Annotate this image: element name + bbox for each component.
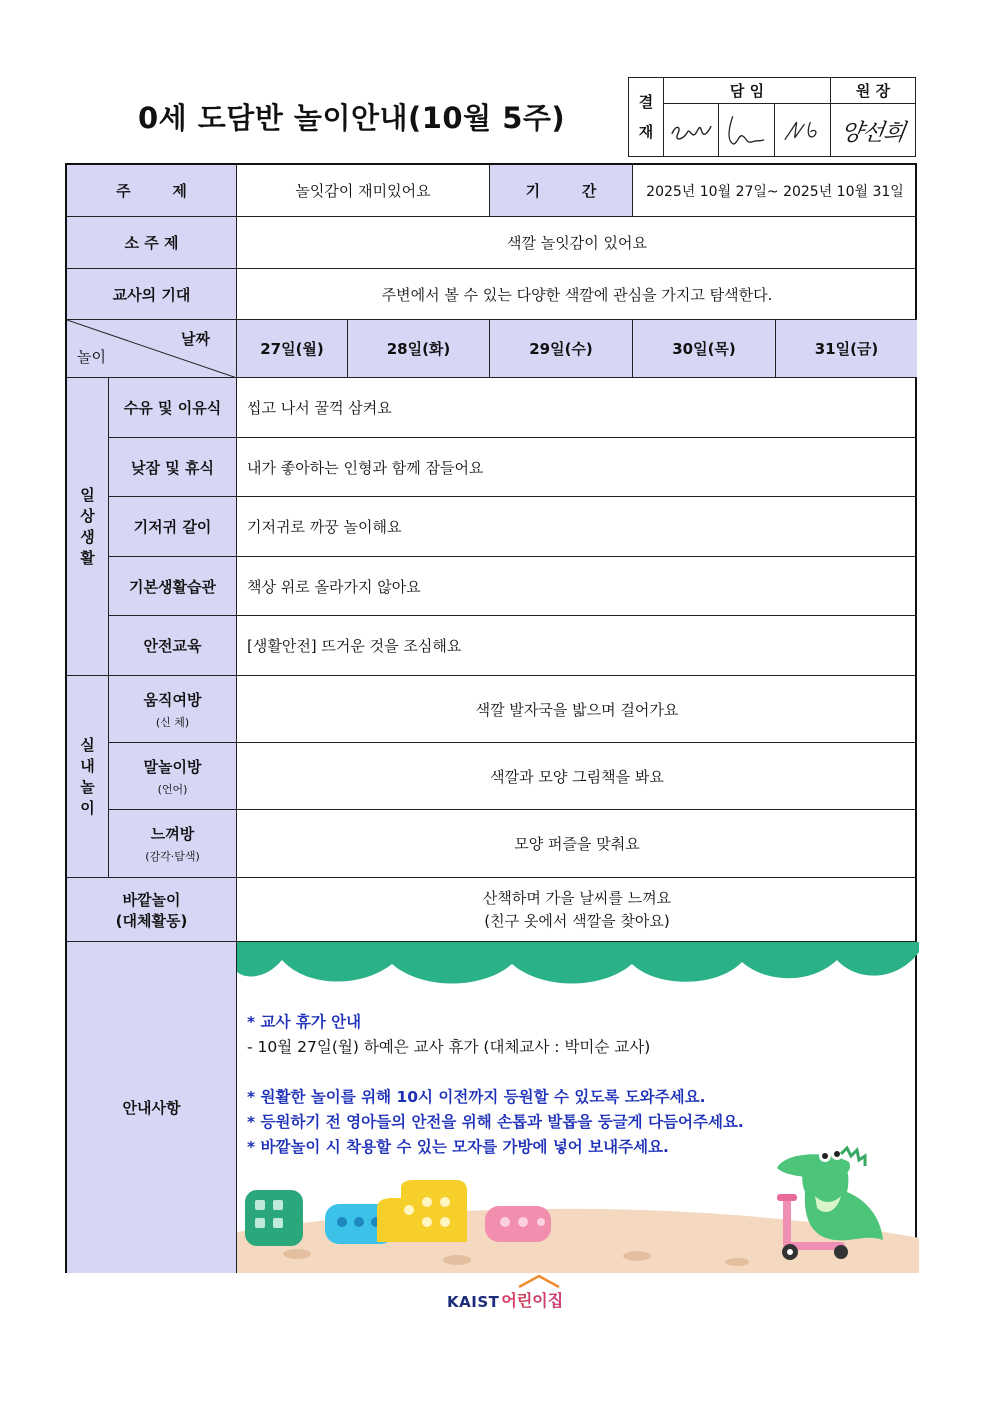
- notice-panel: [237, 942, 919, 1273]
- logo-roof-icon: [517, 1274, 561, 1288]
- signature-teacher-3: [775, 104, 831, 156]
- indoor-play-group: [67, 676, 109, 878]
- indoor-group-char: 놀: [80, 777, 95, 796]
- notice-label: 안내사항: [67, 942, 237, 1273]
- signature-director: [831, 104, 915, 156]
- daily-value-feeding: 씹고 나서 꿀꺽 삼켜요: [237, 378, 917, 438]
- indoor-group-char: 내: [80, 756, 95, 775]
- notice-line-vacation-detail: - 10월 27일(월) 하예은 교사 휴가 (대체교사 : 박미순 교사): [247, 1038, 651, 1056]
- outdoor-label-line2: (대체활동): [115, 911, 188, 930]
- indoor-room-sub: (언어): [157, 782, 188, 796]
- corner-play-label: 놀이: [77, 348, 106, 366]
- indoor-label-sensory: [109, 810, 237, 878]
- kaist-kids-logo: [447, 1288, 563, 1311]
- indoor-label-language: [109, 743, 237, 810]
- yellow-block-icon: [377, 1180, 467, 1242]
- subtheme-label: 소 주 제: [67, 217, 237, 269]
- outdoor-label: [67, 878, 237, 942]
- daily-group-char: 활: [80, 548, 95, 567]
- corner-cell: [67, 320, 237, 378]
- indoor-room-sub: (신 체): [155, 715, 190, 729]
- notice-line-nails: * 등원하기 전 영아들의 안전을 위해 손톱과 발톱을 둥글게 다듬어주세요.: [247, 1113, 744, 1131]
- daily-label-habits: 기본생활습관: [109, 557, 237, 616]
- logo-kids-text: 어린이집: [501, 1288, 563, 1311]
- director-signature-text: 양선희: [838, 119, 907, 146]
- daily-label-diaper: 기저귀 갈이: [109, 497, 237, 557]
- theme-label: 주 제: [67, 165, 237, 217]
- page-title: 0세 도담반 놀이안내(10월 5주): [138, 101, 566, 135]
- indoor-group-char: 이: [80, 798, 95, 817]
- daily-value-diaper: 기저귀로 까꿍 놀이해요: [237, 497, 917, 557]
- approval-jae: 재: [638, 123, 654, 141]
- outdoor-label-line1: 바깥놀이: [122, 890, 181, 909]
- daily-label-feeding: 수유 및 이유식: [109, 378, 237, 438]
- daily-group-char: 일: [80, 485, 95, 504]
- expectation-value: 주변에서 볼 수 있는 다양한 색깔에 관심을 가지고 탐색한다.: [237, 269, 917, 320]
- daily-label-nap: 낮잠 및 휴식: [109, 438, 237, 497]
- outdoor-value: [237, 878, 917, 942]
- daily-value-nap: 내가 좋아하는 인형과 함께 잠들어요: [237, 438, 917, 497]
- signature-teacher-2: [719, 104, 775, 156]
- approval-gyeol: 결: [638, 93, 654, 111]
- corner-date-label: 날짜: [181, 330, 210, 348]
- indoor-value-movement: 색깔 발자국을 밟으며 걸어가요: [237, 676, 917, 743]
- day-header-fri: 31일(금): [776, 320, 917, 378]
- outdoor-value-line2: (친구 옷에서 색깔을 찾아요): [484, 911, 670, 930]
- day-header-tue: 28일(화): [348, 320, 490, 378]
- day-header-thu: 30일(목): [633, 320, 776, 378]
- daily-group-char: 생: [80, 527, 95, 546]
- daily-label-safety: 안전교육: [109, 616, 237, 676]
- indoor-room-sub: (감각·탐색): [145, 850, 200, 863]
- daily-value-habits: 책상 위로 올라가지 않아요: [237, 557, 917, 616]
- theme-value: 놀잇감이 재미있어요: [237, 165, 490, 217]
- wonjang-header: 원 장: [831, 78, 915, 104]
- period-value: 2025년 10월 27일~ 2025년 10월 31일: [633, 165, 917, 217]
- notice-line-vacation-title: * 교사 휴가 안내: [247, 1013, 362, 1031]
- indoor-room-name: 말놀이방: [143, 757, 202, 776]
- green-block-icon: [245, 1190, 303, 1246]
- expectation-label: 교사의 기대: [67, 269, 237, 320]
- day-header-wed: 29일(수): [490, 320, 633, 378]
- approval-box: [628, 77, 916, 157]
- subtheme-value: 색깔 놀잇감이 있어요: [237, 217, 917, 269]
- approval-label: [629, 78, 664, 156]
- notice-text: [247, 1010, 744, 1160]
- indoor-room-name: 움직여방: [143, 690, 202, 709]
- indoor-value-sensory: 모양 퍼즐을 맞춰요: [237, 810, 917, 878]
- notice-line-hat: * 바깥놀이 시 착용할 수 있는 모자를 가방에 넣어 보내주세요.: [247, 1138, 669, 1156]
- period-label: 기 간: [490, 165, 633, 217]
- indoor-label-movement: [109, 676, 237, 743]
- daily-value-safety: [생활안전] 뜨거운 것을 조심해요: [237, 616, 917, 676]
- damim-header: 담 임: [664, 78, 831, 104]
- logo-kaist-text: KAIST: [447, 1293, 500, 1311]
- signature-teacher-1: [664, 104, 719, 156]
- day-header-mon: 27일(월): [237, 320, 348, 378]
- indoor-value-language: 색깔과 모양 그림책을 봐요: [237, 743, 917, 810]
- outdoor-value-line1: 산책하며 가을 날씨를 느껴요: [482, 888, 672, 907]
- indoor-room-name: 느껴방: [150, 825, 195, 843]
- daily-life-group: [67, 378, 109, 676]
- indoor-group-char: 실: [80, 735, 95, 754]
- notice-line-arrival: * 원활한 놀이를 위해 10시 이전까지 등원할 수 있도록 도와주세요.: [247, 1088, 706, 1106]
- plan-table: [65, 163, 917, 1273]
- curtain-shape: [237, 942, 919, 984]
- daily-group-char: 상: [80, 506, 95, 525]
